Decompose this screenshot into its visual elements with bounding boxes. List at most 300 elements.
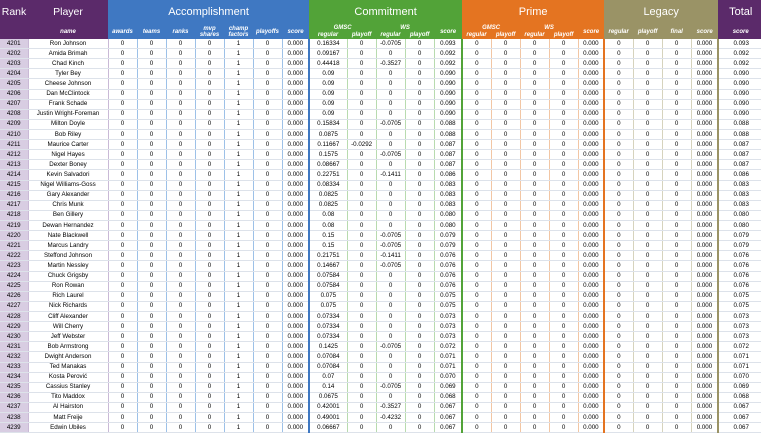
header-prime[interactable]: Prime (462, 0, 604, 24)
cell-prime-gmsc-playoff: 0 (491, 322, 520, 332)
cell-ws-regular: 0 (376, 352, 405, 362)
cell-legacy-score: 0.000 (691, 39, 718, 49)
header-player[interactable]: Player (28, 0, 108, 24)
cell-teams: 0 (137, 241, 166, 251)
cell-teams: 0 (137, 423, 166, 433)
cell-playoffs: 0 (253, 311, 282, 321)
cell-prime-gmsc-regular: 0 (462, 392, 491, 402)
cell-total: 0.087 (718, 150, 761, 160)
cell-rank: 4204 (0, 69, 28, 79)
subheader-ws-playoff[interactable]: playoff (409, 31, 430, 38)
subheader-acc-score[interactable]: score (282, 24, 309, 39)
cell-legacy-playoff: 0 (633, 49, 662, 59)
cell-prime-ws-playoff: 0 (549, 352, 578, 362)
cell-total: 0.088 (718, 129, 761, 139)
cell-prime-gmsc-regular: 0 (462, 301, 491, 311)
cell-prime-gmsc-playoff: 0 (491, 160, 520, 170)
table-row[interactable] (0, 261, 761, 271)
cell-com-score: 0.071 (434, 362, 462, 372)
cell-gmsc-regular: 0.06667 (309, 423, 347, 433)
cell-legacy-score: 0.000 (691, 129, 718, 139)
cell-prime-gmsc-regular: 0 (462, 352, 491, 362)
table-row[interactable] (0, 372, 761, 382)
cell-legacy-final: 0 (662, 261, 691, 271)
cell-mvp-shares: 0 (195, 140, 224, 150)
cell-legacy-regular: 0 (604, 79, 633, 89)
cell-gmsc-playoff: 0 (347, 170, 376, 180)
subheader-ws-regular[interactable]: regular (380, 31, 401, 38)
cell-teams: 0 (137, 392, 166, 402)
cell-prime-ws-regular: 0 (520, 69, 549, 79)
cell-ranks: 0 (166, 69, 195, 79)
subheader-com-score[interactable]: score (434, 24, 462, 39)
cell-ws-regular: 0 (376, 129, 405, 139)
cell-prime-score: 0.000 (578, 99, 604, 109)
cell-prime-gmsc-playoff: 0 (491, 180, 520, 190)
cell-mvp-shares: 0 (195, 200, 224, 210)
subheader-prime-ws-playoff[interactable]: playoff (553, 31, 574, 38)
cell-prime-ws-playoff: 0 (549, 261, 578, 271)
cell-legacy-regular: 0 (604, 291, 633, 301)
cell-prime-ws-playoff: 0 (549, 413, 578, 423)
cell-legacy-regular: 0 (604, 423, 633, 433)
cell-gmsc-playoff: 0 (347, 59, 376, 69)
cell-teams: 0 (137, 69, 166, 79)
cell-name: Kevin Salvadori (28, 170, 108, 180)
header-rank[interactable]: Rank (0, 0, 28, 24)
cell-acc-score: 0.000 (282, 150, 309, 160)
table-row[interactable] (0, 190, 761, 200)
table-row[interactable] (0, 160, 761, 170)
cell-teams: 0 (137, 382, 166, 392)
subheader-legacy-final[interactable]: final (662, 24, 691, 39)
cell-com-score: 0.071 (434, 352, 462, 362)
cell-gmsc-regular: 0.22751 (309, 170, 347, 180)
cell-prime-ws-regular: 0 (520, 150, 549, 160)
cell-legacy-final: 0 (662, 231, 691, 241)
table-row[interactable] (0, 362, 761, 372)
cell-ws-playoff: 0 (405, 261, 434, 271)
cell-legacy-final: 0 (662, 322, 691, 332)
cell-legacy-final: 0 (662, 160, 691, 170)
table-row[interactable] (0, 99, 761, 109)
cell-ws-regular: 0 (376, 392, 405, 402)
cell-prime-score: 0.000 (578, 79, 604, 89)
cell-prime-score: 0.000 (578, 322, 604, 332)
cell-legacy-score: 0.000 (691, 119, 718, 129)
cell-legacy-final: 0 (662, 251, 691, 261)
cell-prime-gmsc-regular: 0 (462, 311, 491, 321)
table-row[interactable] (0, 210, 761, 220)
cell-prime-ws-playoff: 0 (549, 301, 578, 311)
cell-awards: 0 (108, 69, 137, 79)
cell-playoffs: 0 (253, 251, 282, 261)
cell-legacy-final: 0 (662, 301, 691, 311)
cell-teams: 0 (137, 89, 166, 99)
table-row[interactable] (0, 332, 761, 342)
cell-com-score: 0.076 (434, 281, 462, 291)
cell-com-score: 0.090 (434, 99, 462, 109)
cell-name: Frank Schade (28, 99, 108, 109)
cell-prime-ws-regular: 0 (520, 99, 549, 109)
table-row[interactable] (0, 49, 761, 59)
cell-legacy-final: 0 (662, 220, 691, 230)
cell-prime-gmsc-regular: 0 (462, 79, 491, 89)
table-row[interactable] (0, 352, 761, 362)
cell-ws-playoff: 0 (405, 241, 434, 251)
cell-ranks: 0 (166, 49, 195, 59)
cell-prime-gmsc-regular: 0 (462, 99, 491, 109)
cell-gmsc-playoff: 0 (347, 332, 376, 342)
cell-ranks: 0 (166, 109, 195, 119)
cell-ws-playoff: 0 (405, 59, 434, 69)
subheader-gmsc-group (309, 24, 376, 39)
table-row[interactable] (0, 89, 761, 99)
cell-com-score: 0.079 (434, 241, 462, 251)
cell-com-score: 0.092 (434, 59, 462, 69)
subheader-total-score[interactable]: score (718, 24, 761, 39)
cell-ws-playoff: 0 (405, 311, 434, 321)
cell-gmsc-playoff: 0 (347, 251, 376, 261)
table-row[interactable] (0, 39, 761, 49)
cell-name: Dan McClintock (28, 89, 108, 99)
cell-prime-gmsc-regular: 0 (462, 281, 491, 291)
cell-prime-score: 0.000 (578, 413, 604, 423)
subheader-legacy-regular[interactable]: regular (604, 24, 633, 39)
cell-mvp-shares: 0 (195, 332, 224, 342)
cell-teams: 0 (137, 291, 166, 301)
cell-legacy-playoff: 0 (633, 301, 662, 311)
cell-teams: 0 (137, 281, 166, 291)
cell-name: Chuck Grigsby (28, 271, 108, 281)
cell-prime-score: 0.000 (578, 190, 604, 200)
cell-gmsc-regular: 0.44418 (309, 59, 347, 69)
cell-playoffs: 0 (253, 382, 282, 392)
cell-ws-regular: 0 (376, 200, 405, 210)
cell-com-score: 0.080 (434, 220, 462, 230)
subheader-teams[interactable]: teams (137, 24, 166, 39)
table-row[interactable] (0, 79, 761, 89)
header-accomplishment[interactable]: Accomplishment (108, 0, 309, 24)
cell-prime-score: 0.000 (578, 402, 604, 412)
cell-legacy-regular: 0 (604, 392, 633, 402)
cell-teams: 0 (137, 49, 166, 59)
cell-ws-regular: 0 (376, 281, 405, 291)
cell-ws-regular: 0 (376, 322, 405, 332)
table-row[interactable] (0, 402, 761, 412)
cell-prime-ws-playoff: 0 (549, 342, 578, 352)
cell-mvp-shares: 0 (195, 39, 224, 49)
cell-playoffs: 0 (253, 59, 282, 69)
cell-gmsc-regular: 0.08 (309, 210, 347, 220)
cell-awards: 0 (108, 392, 137, 402)
cell-name: Jeff Webster (28, 332, 108, 342)
cell-gmsc-regular: 0.07 (309, 372, 347, 382)
cell-legacy-playoff: 0 (633, 109, 662, 119)
cell-prime-gmsc-regular: 0 (462, 402, 491, 412)
table-row[interactable] (0, 423, 761, 433)
cell-ranks: 0 (166, 150, 195, 160)
cell-awards: 0 (108, 382, 137, 392)
cell-prime-ws-regular: 0 (520, 271, 549, 281)
cell-legacy-regular: 0 (604, 190, 633, 200)
cell-com-score: 0.076 (434, 271, 462, 281)
table-row[interactable] (0, 69, 761, 79)
table-row[interactable] (0, 150, 761, 160)
header-legacy[interactable]: Legacy (604, 0, 718, 24)
cell-gmsc-playoff: 0 (347, 413, 376, 423)
cell-ws-regular: 0 (376, 79, 405, 89)
subheader-prime-gmsc-playoff[interactable]: playoff (495, 31, 516, 38)
cell-prime-gmsc-regular: 0 (462, 69, 491, 79)
cell-gmsc-playoff: 0 (347, 160, 376, 170)
header-commitment[interactable]: Commitment (309, 0, 462, 24)
cell-teams: 0 (137, 180, 166, 190)
table-row[interactable] (0, 392, 761, 402)
cell-prime-ws-regular: 0 (520, 59, 549, 69)
cell-legacy-score: 0.000 (691, 200, 718, 210)
cell-legacy-regular: 0 (604, 200, 633, 210)
cell-legacy-playoff: 0 (633, 352, 662, 362)
cell-total: 0.075 (718, 291, 761, 301)
cell-com-score: 0.067 (434, 413, 462, 423)
cell-total: 0.073 (718, 322, 761, 332)
subheader-prime-ws-regular[interactable]: regular (524, 31, 545, 38)
cell-total: 0.092 (718, 59, 761, 69)
cell-ws-playoff: 0 (405, 129, 434, 139)
cell-com-score: 0.069 (434, 382, 462, 392)
cell-rank: 4221 (0, 241, 28, 251)
cell-ranks: 0 (166, 180, 195, 190)
cell-rank: 4239 (0, 423, 28, 433)
cell-champ-factors: 1 (224, 382, 253, 392)
cell-prime-ws-playoff: 0 (549, 241, 578, 251)
cell-ws-regular: -0.0705 (376, 241, 405, 251)
cell-ws-regular: 0 (376, 362, 405, 372)
cell-ranks: 0 (166, 241, 195, 251)
cell-com-score: 0.083 (434, 180, 462, 190)
cell-com-score: 0.090 (434, 79, 462, 89)
cell-playoffs: 0 (253, 49, 282, 59)
cell-teams: 0 (137, 311, 166, 321)
cell-acc-score: 0.000 (282, 423, 309, 433)
cell-total: 0.073 (718, 332, 761, 342)
table-row[interactable] (0, 119, 761, 129)
table-row[interactable] (0, 109, 761, 119)
cell-legacy-final: 0 (662, 49, 691, 59)
table-row[interactable] (0, 140, 761, 150)
header-total[interactable]: Total (718, 0, 761, 24)
table-row[interactable] (0, 231, 761, 241)
cell-prime-ws-playoff: 0 (549, 49, 578, 59)
cell-legacy-regular: 0 (604, 342, 633, 352)
subheader-name[interactable]: name (28, 24, 108, 39)
cell-legacy-score: 0.000 (691, 402, 718, 412)
cell-prime-ws-regular: 0 (520, 382, 549, 392)
table-row[interactable] (0, 291, 761, 301)
table-row[interactable] (0, 311, 761, 321)
cell-awards: 0 (108, 322, 137, 332)
table-row[interactable] (0, 281, 761, 291)
cell-ranks: 0 (166, 160, 195, 170)
cell-prime-ws-playoff: 0 (549, 69, 578, 79)
cell-legacy-final: 0 (662, 79, 691, 89)
cell-acc-score: 0.000 (282, 180, 309, 190)
cell-name: Nick Richards (28, 301, 108, 311)
cell-gmsc-regular: 0.1425 (309, 342, 347, 352)
cell-playoffs: 0 (253, 210, 282, 220)
cell-legacy-score: 0.000 (691, 322, 718, 332)
cell-gmsc-playoff: 0 (347, 311, 376, 321)
subheader-prime-score[interactable]: score (578, 24, 604, 39)
table-row[interactable] (0, 342, 761, 352)
cell-legacy-regular: 0 (604, 119, 633, 129)
cell-legacy-score: 0.000 (691, 423, 718, 433)
cell-gmsc-regular: 0.09 (309, 99, 347, 109)
table-row[interactable] (0, 382, 761, 392)
cell-com-score: 0.087 (434, 160, 462, 170)
table-row[interactable] (0, 413, 761, 423)
cell-prime-score: 0.000 (578, 311, 604, 321)
subheader-rank-blank (0, 24, 28, 39)
cell-playoffs: 0 (253, 231, 282, 241)
cell-ws-playoff: 0 (405, 180, 434, 190)
cell-prime-gmsc-playoff: 0 (491, 251, 520, 261)
table-row[interactable] (0, 200, 761, 210)
cell-prime-score: 0.000 (578, 271, 604, 281)
cell-ws-playoff: 0 (405, 322, 434, 332)
cell-prime-gmsc-playoff: 0 (491, 382, 520, 392)
table-row[interactable] (0, 180, 761, 190)
cell-champ-factors: 1 (224, 39, 253, 49)
table-row[interactable] (0, 170, 761, 180)
cell-legacy-final: 0 (662, 271, 691, 281)
cell-legacy-score: 0.000 (691, 170, 718, 180)
cell-com-score: 0.083 (434, 190, 462, 200)
cell-total: 0.080 (718, 210, 761, 220)
cell-teams: 0 (137, 261, 166, 271)
cell-prime-score: 0.000 (578, 150, 604, 160)
cell-name: Dwight Anderson (28, 352, 108, 362)
cell-gmsc-regular: 0.09 (309, 109, 347, 119)
cell-legacy-score: 0.000 (691, 261, 718, 271)
cell-prime-gmsc-playoff: 0 (491, 261, 520, 271)
cell-legacy-regular: 0 (604, 311, 633, 321)
table-row[interactable] (0, 129, 761, 139)
cell-playoffs: 0 (253, 140, 282, 150)
cell-teams: 0 (137, 99, 166, 109)
cell-legacy-score: 0.000 (691, 352, 718, 362)
cell-playoffs: 0 (253, 89, 282, 99)
cell-acc-score: 0.000 (282, 200, 309, 210)
cell-prime-ws-playoff: 0 (549, 220, 578, 230)
cell-playoffs: 0 (253, 119, 282, 129)
subheader-prime-ws: WS (544, 24, 554, 31)
cell-rank: 4219 (0, 220, 28, 230)
table-row[interactable] (0, 251, 761, 261)
subheader-mvp-shares[interactable]: mvp shares (195, 24, 224, 39)
table-row[interactable] (0, 59, 761, 69)
subheader-gmsc-playoff[interactable]: playoff (351, 31, 372, 38)
cell-teams: 0 (137, 220, 166, 230)
cell-prime-ws-regular: 0 (520, 160, 549, 170)
cell-prime-gmsc-playoff: 0 (491, 119, 520, 129)
subheader-gmsc-regular[interactable]: regular (317, 31, 339, 38)
table-row[interactable] (0, 220, 761, 230)
subheader-ranks[interactable]: ranks (166, 24, 195, 39)
cell-legacy-score: 0.000 (691, 332, 718, 342)
cell-prime-gmsc-regular: 0 (462, 39, 491, 49)
cell-legacy-regular: 0 (604, 59, 633, 69)
cell-legacy-final: 0 (662, 89, 691, 99)
subheader-prime-gmsc-regular[interactable]: regular (466, 31, 487, 38)
cell-gmsc-playoff: 0 (347, 241, 376, 251)
cell-name: Justin Wright-Foreman (28, 109, 108, 119)
table-row[interactable] (0, 322, 761, 332)
cell-prime-gmsc-playoff: 0 (491, 170, 520, 180)
cell-prime-gmsc-regular: 0 (462, 342, 491, 352)
cell-prime-ws-playoff: 0 (549, 392, 578, 402)
cell-acc-score: 0.000 (282, 160, 309, 170)
cell-prime-ws-playoff: 0 (549, 291, 578, 301)
subheader-champ-factors[interactable]: champ factors (224, 24, 253, 39)
cell-ranks: 0 (166, 119, 195, 129)
cell-prime-ws-regular: 0 (520, 322, 549, 332)
cell-gmsc-playoff: 0 (347, 352, 376, 362)
cell-mvp-shares: 0 (195, 79, 224, 89)
cell-ws-regular: 0 (376, 271, 405, 281)
table-row[interactable] (0, 301, 761, 311)
cell-ws-regular: 0 (376, 190, 405, 200)
cell-gmsc-playoff: 0 (347, 79, 376, 89)
cell-acc-score: 0.000 (282, 190, 309, 200)
subheader-legacy-playoff[interactable]: playoff (633, 24, 662, 39)
cell-name: Ron Johnson (28, 39, 108, 49)
cell-ws-regular: 0 (376, 301, 405, 311)
cell-acc-score: 0.000 (282, 311, 309, 321)
cell-ws-playoff: 0 (405, 119, 434, 129)
cell-gmsc-regular: 0.075 (309, 291, 347, 301)
cell-mvp-shares: 0 (195, 210, 224, 220)
table-row[interactable] (0, 271, 761, 281)
subheader-ws: WS (400, 24, 410, 31)
cell-gmsc-playoff: 0 (347, 382, 376, 392)
cell-legacy-final: 0 (662, 210, 691, 220)
subheader-legacy-score[interactable]: score (691, 24, 718, 39)
cell-prime-ws-playoff: 0 (549, 190, 578, 200)
cell-gmsc-regular: 0.09 (309, 79, 347, 89)
cell-prime-gmsc-regular: 0 (462, 332, 491, 342)
table-row[interactable] (0, 241, 761, 251)
cell-ranks: 0 (166, 342, 195, 352)
cell-ranks: 0 (166, 231, 195, 241)
cell-legacy-final: 0 (662, 392, 691, 402)
cell-total: 0.088 (718, 119, 761, 129)
cell-legacy-score: 0.000 (691, 413, 718, 423)
cell-prime-gmsc-playoff: 0 (491, 352, 520, 362)
cell-prime-gmsc-regular: 0 (462, 170, 491, 180)
cell-gmsc-playoff: -0.0292 (347, 140, 376, 150)
cell-ws-regular: -0.4232 (376, 413, 405, 423)
subheader-awards[interactable]: awards (108, 24, 137, 39)
cell-prime-score: 0.000 (578, 281, 604, 291)
cell-name: Maurice Carter (28, 140, 108, 150)
cell-rank: 4202 (0, 49, 28, 59)
cell-prime-ws-playoff: 0 (549, 200, 578, 210)
cell-gmsc-playoff: 0 (347, 89, 376, 99)
cell-teams: 0 (137, 362, 166, 372)
subheader-playoffs[interactable]: playoffs (253, 24, 282, 39)
